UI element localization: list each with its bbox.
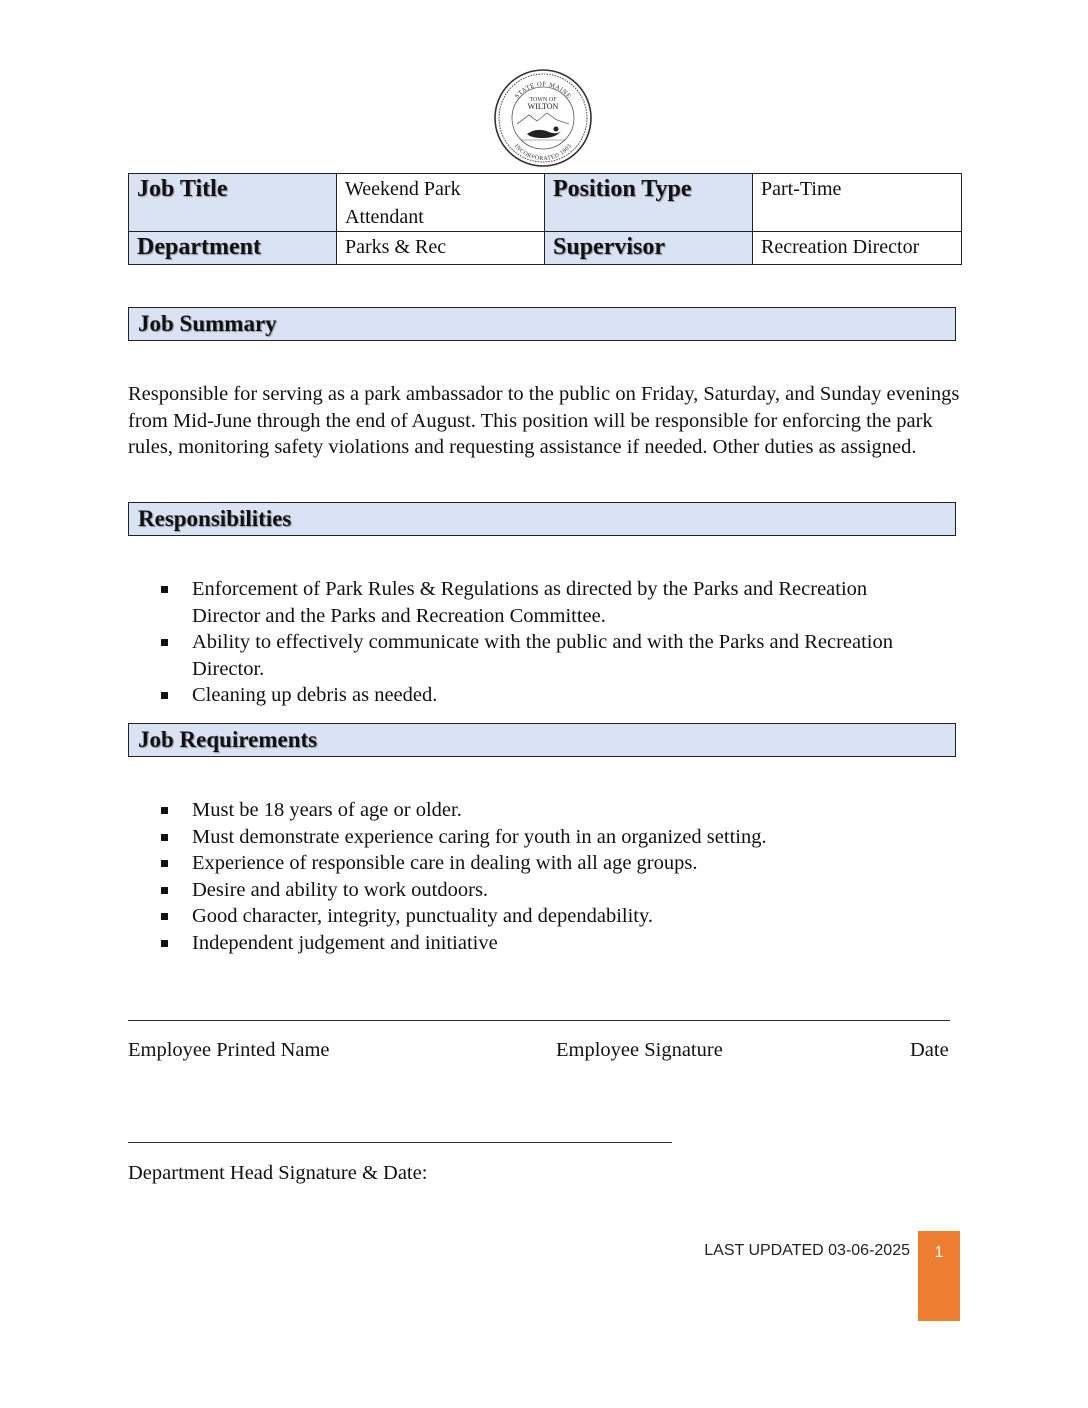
bullet-icon [161, 834, 168, 841]
list-item: Desire and ability to work outdoors. [128, 877, 928, 904]
date-label: Date [910, 1039, 949, 1061]
employee-signature-label: Employee Signature [556, 1039, 723, 1061]
department-head-signature-line [128, 1142, 672, 1143]
last-updated: LAST UPDATED 03-06-2025 [704, 1242, 910, 1259]
job-title-label: Job Title [129, 174, 337, 232]
list-item: Enforcement of Park Rules & Regulations as directed by the Parks and Recreation Director and the Parks and Recreation Committee. [128, 576, 928, 629]
job-summary-heading: Job Summary [128, 307, 956, 341]
requirements-list [128, 797, 928, 956]
bullet-icon [161, 887, 168, 894]
svg-text:STATE OF MAINE: STATE OF MAINE [513, 80, 573, 100]
bullet-icon [161, 860, 168, 867]
list-item: Cleaning up debris as needed. [128, 682, 928, 709]
supervisor-label: Supervisor [545, 232, 753, 265]
list-item: Ability to effectively communicate with the public and with the Parks and Recreation Director. [128, 629, 928, 682]
bullet-icon [161, 913, 168, 920]
responsibilities-heading: Responsibilities [128, 502, 956, 536]
employee-signature-line [128, 1020, 950, 1021]
list-item: Must be 18 years of age or older. [128, 797, 928, 824]
department-value: Parks & Rec [337, 232, 545, 265]
svg-text:TOWN OF: TOWN OF [529, 97, 557, 103]
list-item: Must demonstrate experience caring for youth in an organized setting. [128, 824, 928, 851]
job-title-value: Weekend Park Attendant [337, 174, 545, 232]
list-item: Independent judgement and initiative [128, 930, 928, 957]
job-info-table [128, 173, 962, 265]
bullet-icon [161, 692, 168, 699]
list-item: Experience of responsible care in dealing with all age groups. [128, 850, 928, 877]
job-requirements-heading: Job Requirements [128, 723, 956, 757]
position-type-value: Part-Time [753, 174, 962, 232]
employee-printed-name-label: Employee Printed Name [128, 1039, 330, 1061]
job-summary-text: Responsible for serving as a park ambassador to the public on Friday, Saturday, and Sunday evenings from Mid-June through the end of August. This position will be responsible for enforcing the park rules, monitoring safety violations and requesting assistance if needed. Other duties as assigned. [128, 383, 960, 458]
list-item: Good character, integrity, punctuality and dependability. [128, 903, 928, 930]
bullet-icon [161, 586, 168, 593]
responsibilities-list [128, 576, 928, 709]
svg-text:INCORPORATED 1803: INCORPORATED 1803 [512, 143, 574, 163]
page-number: 1 [918, 1231, 960, 1321]
bullet-icon [161, 639, 168, 646]
department-label: Department [129, 232, 337, 265]
town-seal [493, 68, 593, 168]
svg-text:WILTON: WILTON [527, 102, 559, 111]
department-head-label: Department Head Signature & Date: [128, 1162, 428, 1184]
position-type-label: Position Type [545, 174, 753, 232]
supervisor-value: Recreation Director [753, 232, 962, 265]
bullet-icon [161, 807, 168, 814]
bullet-icon [161, 940, 168, 947]
